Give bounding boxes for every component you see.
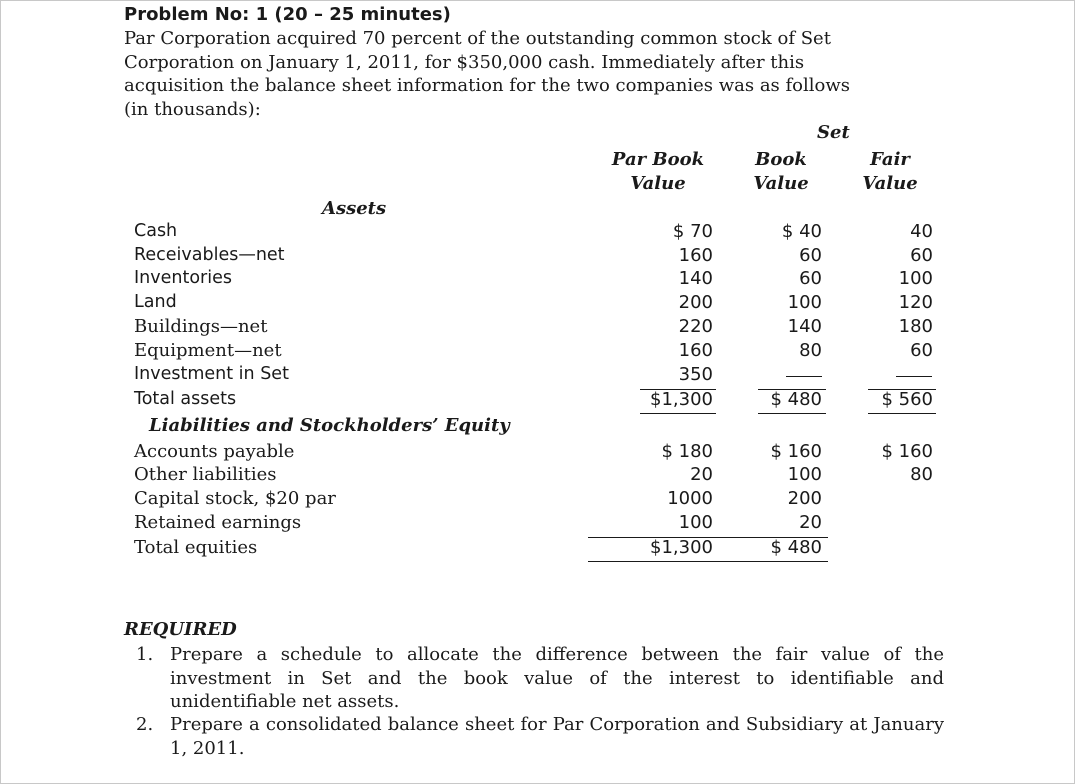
row-label: Investment in Set xyxy=(134,364,289,384)
set-book-value: $ 160 xyxy=(770,441,822,462)
par-book-value: $ 180 xyxy=(661,441,713,462)
intro-line: (in thousands): xyxy=(124,98,261,120)
table-row xyxy=(0,464,1075,488)
table-row xyxy=(0,441,1075,465)
header-line: Value xyxy=(753,173,809,194)
par-book-value: $ 70 xyxy=(672,221,713,242)
header-line: Fair xyxy=(870,149,910,170)
table-row xyxy=(0,512,1075,536)
set-fair-value: 60 xyxy=(910,245,933,266)
row-label: Total equities xyxy=(134,537,258,558)
set-book-value: 20 xyxy=(799,512,822,533)
item-number: 1. xyxy=(136,644,154,665)
row-label: Land xyxy=(134,292,177,312)
row-label: Retained earnings xyxy=(134,512,302,533)
table-row xyxy=(0,488,1075,512)
par-book-value: 160 xyxy=(678,245,713,266)
row-label: Equipment—net xyxy=(134,340,282,361)
set-fair-value: 180 xyxy=(898,316,933,337)
par-book-value-header xyxy=(606,148,710,196)
intro-line: acquisition the balance sheet information for the two companies was as follows xyxy=(124,75,851,96)
set-fair-value: 120 xyxy=(898,292,933,313)
set-book-value: 60 xyxy=(799,245,822,266)
table-row xyxy=(0,537,1075,561)
total-rule xyxy=(868,413,936,414)
set-fair-value-header xyxy=(855,148,925,196)
row-label: Capital stock, $20 par xyxy=(134,488,336,509)
set-fair-value: 40 xyxy=(910,221,933,242)
set-book-value: 100 xyxy=(787,292,822,313)
subtotal-rule xyxy=(588,537,718,538)
subtotal-rule xyxy=(868,389,936,390)
row-label: Cash xyxy=(134,221,178,241)
total-rule xyxy=(640,413,716,414)
set-book-value: $ 480 xyxy=(770,537,822,558)
intro-line: Par Corporation acquired 70 percent of the outstanding common stock of Set xyxy=(124,28,831,49)
par-book-value: 350 xyxy=(678,364,713,385)
item-text: Prepare a consolidated balance sheet for Par Corporation and Subsidiary at January 1, 2011. xyxy=(170,714,944,759)
par-book-value: 140 xyxy=(678,268,713,289)
set-fair-value: $ 560 xyxy=(881,389,933,410)
par-book-value: 1000 xyxy=(667,488,713,509)
set-book-value: $ 40 xyxy=(781,221,822,242)
intro-line: Corporation on January 1, 2011, for $350,000 cash. Immediately after this xyxy=(124,51,805,73)
header-line: Par Book xyxy=(611,149,705,170)
header-line: Value xyxy=(862,173,918,194)
problem-heading: Problem No: 1 (20 – 25 minutes) xyxy=(124,4,451,25)
par-book-value: $1,300 xyxy=(650,537,713,558)
set-fair-value: 80 xyxy=(910,464,933,485)
total-rule xyxy=(588,561,718,562)
row-label: Accounts payable xyxy=(134,441,295,462)
empty-cell-dash xyxy=(896,376,932,377)
par-book-value: $1,300 xyxy=(650,389,713,410)
row-label: Receivables—net xyxy=(134,245,285,265)
table-row xyxy=(0,268,1075,292)
row-label: Inventories xyxy=(134,268,232,288)
total-rule xyxy=(718,561,828,562)
par-book-value: 20 xyxy=(690,464,713,485)
required-heading: REQUIRED xyxy=(124,619,237,640)
par-book-value: 160 xyxy=(678,340,713,361)
row-label: Other liabilities xyxy=(134,464,277,485)
subtotal-rule xyxy=(758,389,826,390)
set-book-value-header xyxy=(746,148,816,196)
par-book-value: 100 xyxy=(678,512,713,533)
item-text: Prepare a schedule to allocate the difference between the fair value of the investment in Set and the book value of the interest to identifiable and unidentifiable net assets. xyxy=(170,644,944,712)
item-number: 2. xyxy=(136,714,154,735)
total-rule xyxy=(758,413,826,414)
subtotal-rule xyxy=(718,537,828,538)
set-book-value: 80 xyxy=(799,340,822,361)
set-fair-value: 100 xyxy=(898,268,933,289)
header-line: Value xyxy=(630,173,686,194)
header-line: Book xyxy=(755,149,807,170)
table-row xyxy=(0,221,1075,245)
intro-paragraph xyxy=(124,27,850,121)
set-fair-value: $ 160 xyxy=(881,441,933,462)
table-row xyxy=(0,316,1075,340)
required-item xyxy=(136,713,956,761)
row-label: Total assets xyxy=(134,389,237,409)
assets-heading: Assets xyxy=(322,198,387,219)
required-item xyxy=(136,643,956,715)
par-book-value: 220 xyxy=(678,316,713,337)
set-book-value: 60 xyxy=(799,268,822,289)
row-label: Buildings—net xyxy=(134,316,268,337)
set-fair-value: 60 xyxy=(910,340,933,361)
set-book-value: 140 xyxy=(787,316,822,337)
subtotal-rule xyxy=(640,389,716,390)
set-group-header: Set xyxy=(817,122,850,143)
table-row xyxy=(0,340,1075,364)
liabilities-equity-heading: Liabilities and Stockholders’ Equity xyxy=(149,415,510,436)
par-book-value: 200 xyxy=(678,292,713,313)
set-book-value: 100 xyxy=(787,464,822,485)
table-row xyxy=(0,245,1075,269)
set-book-value: $ 480 xyxy=(770,389,822,410)
empty-cell-dash xyxy=(786,376,822,377)
table-row xyxy=(0,389,1075,413)
table-row xyxy=(0,292,1075,316)
set-book-value: 200 xyxy=(787,488,822,509)
